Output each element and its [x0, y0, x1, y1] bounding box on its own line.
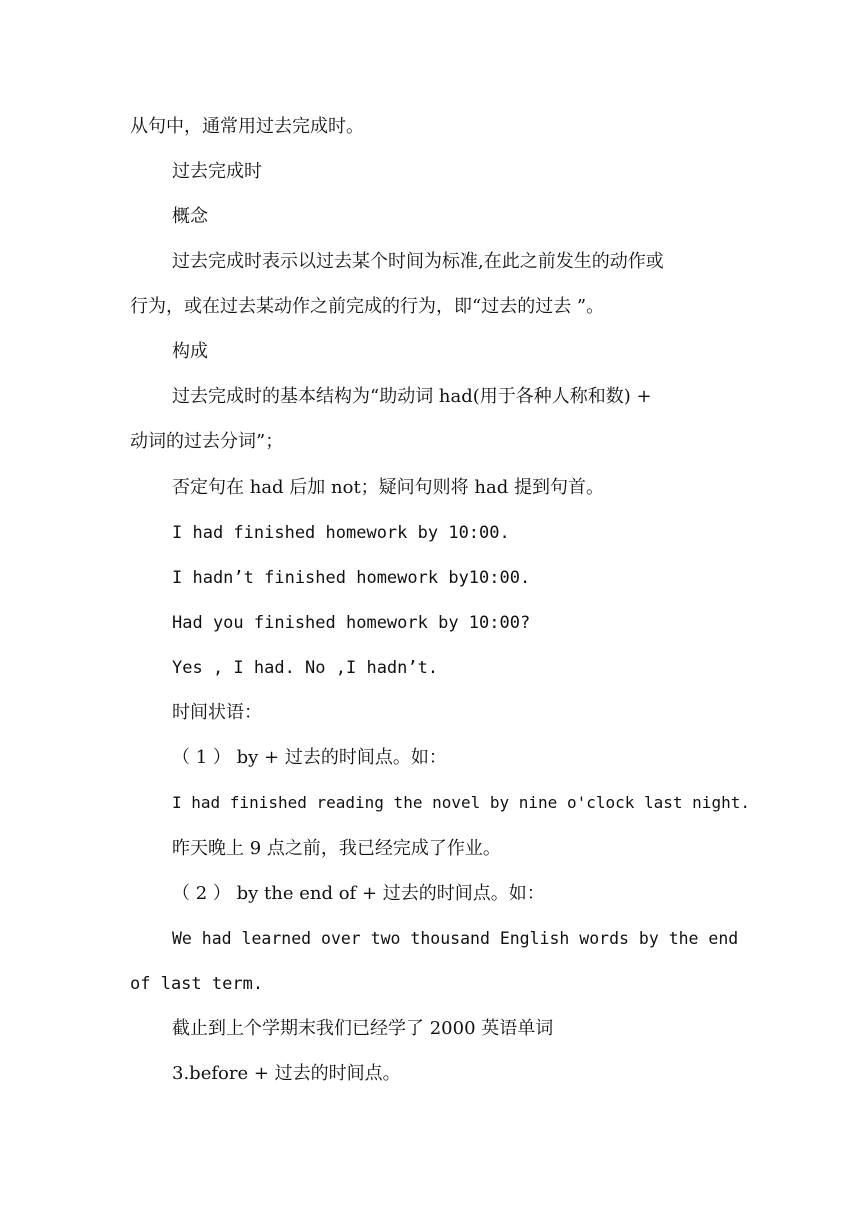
list-item: 3.before + 过去的时间点。 [172, 1063, 401, 1084]
section-heading: 过去完成时 [172, 161, 262, 182]
paragraph-line: 过去完成时的基本结构为“助动词 had(用于各种人称和数) + [172, 386, 652, 407]
example-sentence: We had learned over two thousand English words by the end [172, 929, 739, 948]
translation-line: 截止到上个学期末我们已经学了 2000 英语单词 [172, 1018, 554, 1039]
section-heading: 概念 [172, 206, 208, 227]
paragraph-line: 动词的过去分词”； [130, 431, 284, 452]
example-sentence: Yes , I had. No ,I hadn’t. [172, 658, 439, 678]
paragraph-line: 否定句在 had 后加 not；疑问句则将 had 提到句首。 [172, 477, 604, 498]
paragraph-line: 过去完成时表示以过去某个时间为标准,在此之前发生的动作或 [172, 251, 664, 272]
paragraph-line: 从句中，通常用过去完成时。 [130, 116, 364, 137]
example-sentence: I hadn’t finished homework by10:00. [172, 568, 531, 588]
section-heading: 时间状语： [172, 702, 262, 723]
list-item: （ 2 ） by the end of + 过去的时间点。如： [172, 883, 545, 904]
section-heading: 构成 [172, 341, 208, 362]
example-sentence: I had finished reading the novel by nine o'clock last night. [172, 793, 750, 812]
paragraph-line: 行为，或在过去某动作之前完成的行为，即“过去的过去 ”。 [130, 296, 605, 317]
example-sentence: I had finished homework by 10:00. [172, 523, 510, 543]
translation-line: 昨天晚上 9 点之前，我已经完成了作业。 [172, 838, 501, 859]
list-item: （ 1 ） by + 过去的时间点。如： [172, 747, 447, 768]
example-sentence: of last term. [130, 974, 264, 994]
example-sentence: Had you finished homework by 10:00? [172, 613, 531, 633]
